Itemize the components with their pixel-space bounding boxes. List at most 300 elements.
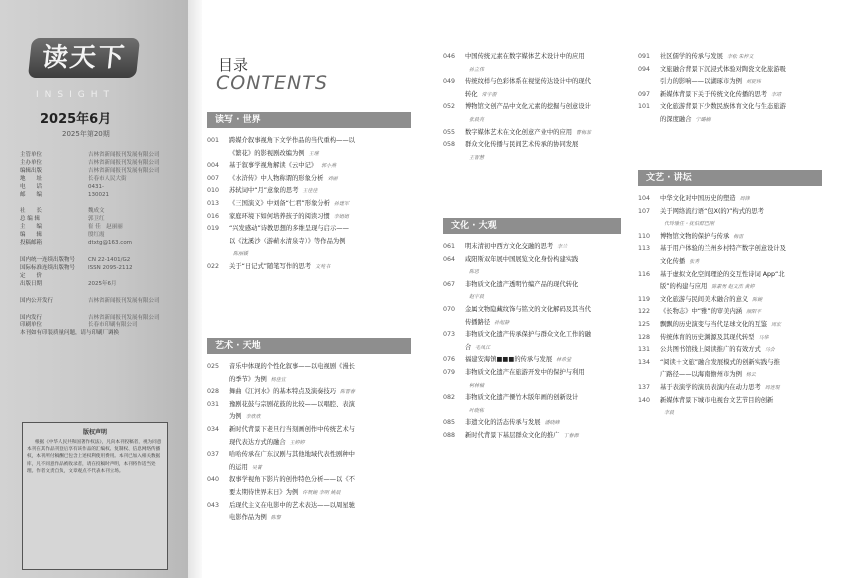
meta-key: 定 价 bbox=[20, 272, 43, 279]
toc-title: 目录 bbox=[218, 56, 249, 74]
article-author: 许賀婉 李明 姚晨 bbox=[302, 490, 341, 496]
article-title: 家庭环境下如何培养孩子的阅读习惯 李娟娟 bbox=[229, 212, 349, 220]
meta-value: CN 22-1401/G2 bbox=[88, 256, 131, 263]
meta-gap bbox=[20, 306, 180, 315]
page-number: 122 bbox=[638, 308, 651, 316]
toc-entry[interactable] bbox=[443, 330, 621, 340]
page-number: 140 bbox=[638, 396, 651, 404]
meta-value: 长春市印刷有限公司 bbox=[88, 322, 138, 329]
page-number: 064 bbox=[443, 255, 456, 263]
page-number: 113 bbox=[638, 245, 651, 253]
article-title: 关于网络流行语“包X(的)”构式的思考 bbox=[660, 207, 764, 215]
toc-entry[interactable] bbox=[207, 199, 411, 209]
meta-key: 印刷单位 bbox=[20, 322, 43, 329]
meta-value: 魏成文 bbox=[88, 208, 105, 215]
meta-key: 地 址 bbox=[20, 175, 43, 182]
page-number: 061 bbox=[443, 243, 456, 250]
meta-key: 编辑出版 bbox=[20, 167, 43, 174]
toc-entry[interactable] bbox=[638, 52, 822, 62]
magazine-logo bbox=[30, 38, 138, 84]
article-author: 赵宇晨 bbox=[469, 294, 485, 301]
page-number: 131 bbox=[638, 346, 651, 354]
toc-entry[interactable] bbox=[638, 232, 822, 242]
page-number: 085 bbox=[443, 419, 456, 427]
article-title: 《三国演义》中刘备“仁君”形象分析 孙建军 bbox=[229, 200, 349, 207]
toc-entry[interactable] bbox=[443, 381, 621, 391]
meta-value bbox=[88, 330, 180, 338]
notice-title: 版权声明 bbox=[82, 429, 107, 436]
toc-entry[interactable] bbox=[207, 161, 411, 171]
toc-entry[interactable] bbox=[443, 102, 621, 112]
toc-entry[interactable] bbox=[638, 408, 822, 418]
article-title: 基于用户体验的兰州乡村特产数字创意设计及 bbox=[660, 245, 786, 253]
toc-entry[interactable] bbox=[638, 307, 822, 317]
meta-value: 吉林省新闻报刊发展有限公司 bbox=[88, 167, 160, 174]
meta-value: 0431- bbox=[88, 183, 104, 190]
page-number: 116 bbox=[638, 270, 651, 278]
toc-entry[interactable] bbox=[207, 136, 411, 146]
page-number: 007 bbox=[207, 174, 220, 182]
article-title: 飘飘的历史演变与当代足球文化的互鉴 周宏 bbox=[660, 321, 782, 328]
toc-entry[interactable] bbox=[443, 52, 621, 62]
article-author: 王婷婷 bbox=[289, 439, 305, 446]
toc-entry[interactable] bbox=[638, 333, 822, 343]
article-title: 合 毛凤江 bbox=[465, 343, 491, 351]
article-author: 宁璐楠 bbox=[695, 117, 711, 123]
article-title: 新时代背景下老旦行当刻画创作中传统艺术与 bbox=[229, 426, 355, 433]
meta-row bbox=[20, 265, 180, 273]
meta-key: 邮 编 bbox=[20, 191, 43, 198]
toc-entry[interactable] bbox=[207, 400, 411, 410]
article-title bbox=[465, 406, 484, 416]
article-title: 社区儒学的传承与发展 李松 朱梓文 bbox=[660, 53, 754, 60]
page-number: 055 bbox=[443, 128, 456, 136]
page-number: 049 bbox=[443, 78, 456, 86]
article-author: 陈黎 bbox=[270, 515, 281, 522]
article-title: 中国传统元素在数字媒体艺术设计中的应用 bbox=[465, 53, 585, 60]
page-number: 046 bbox=[443, 53, 456, 60]
article-author: 孙旭静 bbox=[494, 319, 510, 326]
toc-entry[interactable] bbox=[443, 115, 621, 125]
article-title: 非物质文化遗产在旅游开发中的保护与利用 bbox=[465, 369, 585, 376]
page-number: 094 bbox=[638, 65, 651, 73]
article-title: 为例 李欣欣 bbox=[229, 413, 261, 421]
meta-value: 殷红霞 bbox=[88, 232, 105, 239]
toc-entry[interactable] bbox=[638, 207, 822, 217]
toc-entry[interactable] bbox=[207, 387, 411, 397]
toc-entry[interactable] bbox=[443, 418, 621, 428]
toc-entry[interactable] bbox=[443, 255, 621, 265]
meta-value: 2025年6月 bbox=[88, 280, 117, 287]
article-author: 周连琨 bbox=[764, 385, 780, 391]
article-author: 王智慧 bbox=[469, 154, 485, 161]
toc-entry[interactable] bbox=[638, 115, 822, 125]
article-title: 传播路径 孙旭静 bbox=[465, 318, 510, 326]
toc-entry[interactable] bbox=[207, 425, 411, 435]
toc-entry[interactable] bbox=[638, 194, 822, 204]
article-title: 转化 常宇游 bbox=[465, 90, 497, 98]
meta-key: 出版日期 bbox=[20, 280, 43, 287]
article-author: 陈晋春 bbox=[340, 389, 356, 396]
article-author: 李兰 bbox=[557, 244, 568, 250]
section-header: 文化 · 大观 bbox=[443, 218, 621, 234]
toc-entry[interactable] bbox=[443, 292, 621, 302]
toc-entry[interactable] bbox=[638, 358, 822, 368]
section-header: 读写 · 世界 bbox=[207, 112, 411, 128]
meta-key: 国内公开发行 bbox=[20, 297, 54, 304]
article-title: 舞曲《江河水》的基本特点及演奏技巧 陈晋春 bbox=[229, 388, 356, 396]
toc-entry[interactable] bbox=[638, 383, 822, 393]
copyright-notice bbox=[22, 422, 168, 570]
page-number: 082 bbox=[443, 394, 456, 402]
article-author: 颜阳平 bbox=[746, 309, 762, 316]
meta-value: 崔 佳 赵丽丽 bbox=[88, 224, 123, 231]
article-author: 梅雷 bbox=[733, 233, 744, 240]
article-title: 非物质文化遗产透明竹编产品的现代转化 bbox=[465, 280, 579, 288]
toc-entry[interactable] bbox=[443, 267, 621, 277]
meta-row bbox=[20, 330, 180, 338]
toc-entry[interactable] bbox=[207, 224, 411, 234]
article-author: 李晨 bbox=[664, 410, 675, 417]
page-number: 110 bbox=[638, 232, 651, 240]
toc-entry[interactable] bbox=[443, 355, 621, 365]
article-author: 代玲瑜任・抚伯群巴刚 bbox=[664, 221, 715, 228]
page-number: 070 bbox=[443, 306, 456, 313]
article-title bbox=[465, 381, 484, 391]
page-number: 052 bbox=[443, 103, 456, 111]
toc-entry[interactable] bbox=[638, 77, 822, 87]
toc-entry[interactable] bbox=[207, 513, 411, 523]
meta-key: 国内发行 bbox=[20, 314, 43, 321]
toc-entry[interactable] bbox=[207, 174, 411, 184]
page-number: 034 bbox=[207, 426, 220, 433]
article-author: 周锋 bbox=[739, 196, 750, 202]
article-title bbox=[465, 267, 479, 277]
article-title: 的季节》为例 杨佳宜 bbox=[229, 375, 286, 383]
page-number: 016 bbox=[207, 212, 220, 220]
toc-entry[interactable] bbox=[207, 262, 411, 272]
page-number: 040 bbox=[207, 476, 220, 484]
article-author: 李欣欣 bbox=[245, 414, 261, 421]
meta-row bbox=[20, 273, 180, 281]
article-author: 孙立伟 bbox=[469, 66, 485, 73]
article-title: 哈哈传承在广东汉剧与其他地域代表性剧种中 bbox=[229, 451, 355, 459]
article-author: 陈素男 赵文浩 黄婷 bbox=[711, 284, 755, 291]
toc-entry[interactable] bbox=[443, 343, 621, 353]
article-title: 文化传播 张秀 bbox=[660, 258, 700, 265]
article-title: “兴发感动”诗教思想的多维呈现与启示—— bbox=[229, 225, 349, 233]
article-author: 毛凤江 bbox=[475, 344, 491, 351]
toc-entry[interactable] bbox=[443, 431, 621, 441]
logo-subtitle: INSIGHT bbox=[36, 90, 115, 100]
article-title: 后现代主义在电影中的艺术表达——以周星驰 bbox=[229, 501, 355, 509]
toc-entry[interactable] bbox=[207, 186, 411, 196]
toc-entry[interactable] bbox=[207, 212, 411, 222]
page-number: 019 bbox=[207, 225, 220, 233]
toc-entry[interactable] bbox=[443, 153, 621, 163]
page-number: 022 bbox=[207, 263, 220, 270]
meta-key: 本刊如有印装质量问题，请与印刷厂调换 bbox=[20, 330, 120, 337]
article-title: 明末清初中西方文化交融的思考 李兰 bbox=[465, 243, 568, 250]
page-number: 097 bbox=[638, 90, 651, 98]
meta-key: 国际标准连续出版物号 bbox=[20, 264, 76, 271]
article-title: 电影作品为例 陈黎 bbox=[229, 514, 281, 522]
article-title: 叙事学视角下影片的创作特色分析——以《不 bbox=[229, 476, 355, 484]
toc-entry[interactable] bbox=[638, 65, 822, 75]
article-author: 丁春源 bbox=[563, 433, 579, 439]
page-number: 104 bbox=[638, 195, 651, 202]
article-title: 音乐中体现的个性化叙事——以电视剧《漫长 bbox=[229, 363, 355, 370]
article-author: 杨云 bbox=[745, 372, 756, 379]
article-title: 《水浒传》中人物称谓的形象分析 刘丽 bbox=[229, 174, 338, 182]
toc-entry[interactable] bbox=[207, 412, 411, 422]
article-title: 基于虚拟文化空间理论的交互性诗词 App“北 bbox=[660, 270, 785, 278]
toc-entry[interactable] bbox=[443, 406, 621, 416]
logo-badge: 读天下 bbox=[28, 38, 140, 78]
meta-row bbox=[20, 168, 180, 176]
meta-row bbox=[20, 176, 180, 184]
meta-row bbox=[20, 257, 180, 265]
article-title: 非遗文化的活态传承与发展 潘晓峰 bbox=[465, 419, 560, 427]
toc-entry[interactable] bbox=[638, 270, 822, 280]
toc-entry[interactable] bbox=[207, 249, 411, 259]
page-number: 125 bbox=[638, 321, 651, 328]
cover-sidebar bbox=[0, 0, 188, 578]
page-number: 076 bbox=[443, 356, 456, 364]
article-title: 以《沈溪沙（游蕲水清泉寺）》等作品为例 bbox=[229, 237, 346, 245]
article-title: 《长物志》中“雅”的审美内涵 颜阳平 bbox=[660, 308, 762, 316]
article-author: 吴菁 bbox=[251, 464, 262, 471]
page-number: 073 bbox=[443, 331, 456, 339]
article-author: 李娟娟 bbox=[333, 213, 349, 220]
toc-entry[interactable] bbox=[638, 219, 822, 229]
toc-entry[interactable] bbox=[638, 257, 822, 267]
article-title: 群众文化传播与民间艺术传承的协同发展 bbox=[465, 141, 579, 149]
meta-key: 主管单位 bbox=[20, 152, 43, 158]
toc-entry[interactable] bbox=[443, 128, 621, 138]
section-header: 文艺 · 讲坛 bbox=[638, 170, 822, 186]
article-title: 基于表演学的演员表演内在动力思考 周连琨 bbox=[660, 384, 780, 391]
toc-entry[interactable] bbox=[207, 488, 411, 498]
article-title: 数字媒体艺术在文化创意产业中的应用 曹梅菲 bbox=[465, 128, 592, 136]
page-number: 107 bbox=[638, 207, 651, 215]
toc-entry[interactable] bbox=[638, 295, 822, 305]
article-title: 福建安海镇■■■的传承与发展 林希莹 bbox=[465, 356, 572, 364]
meta-key: 投稿邮箱 bbox=[20, 240, 43, 247]
toc-entry[interactable] bbox=[443, 65, 621, 75]
toc-entry[interactable] bbox=[443, 77, 621, 87]
meta-value bbox=[88, 273, 180, 281]
meta-row bbox=[20, 224, 180, 232]
issue-date: 2025年6月 bbox=[40, 112, 112, 127]
article-title: 中华文化对中国历史的塑造 周锋 bbox=[660, 195, 750, 202]
meta-row bbox=[20, 232, 180, 240]
article-title: 现代表达方式的融合 王婷婷 bbox=[229, 438, 305, 446]
meta-key: 国内统一连续出版物号 bbox=[20, 256, 76, 263]
page-number: 058 bbox=[443, 141, 456, 149]
meta-key: 主办单位 bbox=[20, 159, 43, 166]
article-title bbox=[465, 153, 484, 163]
page-number: 031 bbox=[207, 400, 220, 408]
article-author: 郭小燕 bbox=[321, 163, 337, 170]
article-title: 新媒体背景下关于传统文化传播的思考 李靖 bbox=[660, 90, 782, 98]
article-author: 陈思 bbox=[469, 269, 480, 276]
article-title bbox=[465, 65, 484, 75]
article-title: 关于“日记式”随笔写作的思考 文苑书 bbox=[229, 263, 331, 270]
meta-row bbox=[20, 298, 180, 306]
article-author: 潘晓峰 bbox=[544, 420, 560, 427]
toc-entry[interactable] bbox=[207, 501, 411, 511]
page-number: 091 bbox=[638, 53, 651, 60]
article-title: 版”的构建与应用 陈素男 赵文浩 黄婷 bbox=[660, 283, 755, 291]
toc-entry[interactable] bbox=[638, 244, 822, 254]
article-author: 常宇游 bbox=[481, 91, 497, 98]
toc-entry[interactable] bbox=[207, 450, 411, 460]
meta-key: 总 编 辑 bbox=[20, 216, 40, 223]
toc-entry[interactable] bbox=[207, 463, 411, 473]
page-number: 088 bbox=[443, 432, 456, 439]
toc-entry[interactable] bbox=[638, 370, 822, 380]
toc-entry[interactable] bbox=[207, 475, 411, 485]
toc-entry[interactable] bbox=[638, 396, 822, 406]
toc-entry[interactable] bbox=[638, 345, 822, 355]
article-author: 马会 bbox=[764, 347, 775, 354]
article-title: 公共图书馆线上阅读推广的有效方式 马会 bbox=[660, 346, 775, 354]
toc-entry[interactable] bbox=[638, 102, 822, 112]
toc-entry[interactable] bbox=[207, 237, 411, 247]
article-author: 叶晓栋 bbox=[469, 407, 485, 414]
article-title: 金属文物隐藏纹饰与铭文的文化解码及其当代 bbox=[465, 306, 591, 313]
toc-entry[interactable] bbox=[443, 140, 621, 150]
article-title bbox=[229, 249, 248, 259]
meta-row bbox=[20, 192, 180, 200]
article-title: 文化旅游与民间美术融合的意义 陈婉 bbox=[660, 295, 763, 303]
article-author: 杨佳宜 bbox=[270, 376, 286, 383]
meta-row bbox=[20, 184, 180, 192]
article-title bbox=[465, 292, 484, 302]
article-title: 文化旅游背景下少数民族体育文化与生态旅游 bbox=[660, 103, 786, 111]
article-author: 文苑书 bbox=[315, 264, 331, 270]
toc-entry[interactable] bbox=[207, 375, 411, 385]
toc-entry[interactable] bbox=[443, 393, 621, 403]
meta-value: 吉林省新闻报刊发展有限公司 bbox=[88, 314, 160, 321]
article-author: 孙建军 bbox=[333, 201, 349, 207]
toc-entry[interactable] bbox=[443, 90, 621, 100]
article-title: 非物质文化遗产传承保护与群众文化工作的融 bbox=[465, 331, 591, 339]
article-title: 新时代背景下基层群众文化的推广 丁春源 bbox=[465, 432, 579, 439]
article-author: 陈婉 bbox=[752, 296, 763, 303]
page-number: 025 bbox=[207, 363, 220, 370]
article-title: 传统体育的历史渊源及其现代转型 马华 bbox=[660, 333, 769, 341]
meta-value: 130021 bbox=[88, 191, 109, 198]
article-title bbox=[660, 219, 714, 229]
article-title: 新媒体背景下城市电视台文艺节目的创新 bbox=[660, 396, 774, 404]
toc-entry[interactable] bbox=[638, 90, 822, 100]
toc-entry[interactable] bbox=[443, 242, 621, 252]
toc-entry[interactable] bbox=[443, 318, 621, 328]
meta-gap bbox=[20, 289, 180, 298]
meta-gap bbox=[20, 248, 180, 257]
article-author: 曹梅菲 bbox=[576, 129, 592, 136]
toc-entry[interactable] bbox=[638, 320, 822, 330]
article-author: 林希莹 bbox=[556, 357, 572, 364]
page-number: 010 bbox=[207, 187, 220, 195]
page-number: 101 bbox=[638, 103, 651, 111]
meta-value: 吉林省新闻报刊发展有限公司 bbox=[88, 159, 160, 166]
article-author: 刘夏炜 bbox=[745, 79, 761, 86]
meta-key: 编 辑 bbox=[20, 232, 43, 239]
page-fold bbox=[188, 0, 202, 578]
masthead-info bbox=[20, 152, 180, 338]
article-author: 刘丽 bbox=[327, 175, 338, 182]
article-author: 李松 朱梓文 bbox=[726, 54, 754, 60]
page-number: 134 bbox=[638, 358, 651, 366]
article-title: 豫剧花鼓与宗剧花鼓的比较——以唱腔、表演 bbox=[229, 400, 355, 408]
article-title: 基于叙事学视角解读《云中记》 郭小燕 bbox=[229, 162, 337, 170]
toc-entry[interactable] bbox=[443, 368, 621, 378]
meta-value: 长春市人民大街 bbox=[88, 175, 127, 182]
page-number: 037 bbox=[207, 451, 220, 459]
page-number: 119 bbox=[638, 295, 651, 303]
toc-entry[interactable] bbox=[443, 305, 621, 315]
meta-key: 主 编 bbox=[20, 224, 43, 231]
article-title bbox=[660, 408, 674, 418]
article-title: 的深度融合 宁璐楠 bbox=[660, 116, 711, 123]
article-title: 广路径——以海南儋州市为例 杨云 bbox=[660, 371, 756, 379]
article-author: 柯林楠 bbox=[469, 382, 485, 389]
toc-title-en: CONTENTS bbox=[216, 72, 328, 94]
meta-value: ISSN 2095-2112 bbox=[88, 264, 133, 271]
article-title bbox=[465, 115, 484, 125]
page-number: 028 bbox=[207, 388, 220, 396]
page-number: 001 bbox=[207, 137, 220, 144]
issue-number: 2025年第20期 bbox=[62, 130, 110, 138]
page-number: 067 bbox=[443, 280, 456, 288]
article-title: 引力的影响——以湖琢市为例 刘夏炜 bbox=[660, 78, 761, 86]
page-number: 013 bbox=[207, 200, 220, 207]
article-title: 博物馆文物的保护与传承 梅雷 bbox=[660, 232, 744, 240]
page-number: 079 bbox=[443, 369, 456, 376]
article-title: 文旅融合背景下沉浸式体验对陶瓷文化旅游吸 bbox=[660, 65, 786, 73]
toc-entry[interactable] bbox=[638, 282, 822, 292]
meta-value: 吉林省新闻报刊发展有限公司 bbox=[88, 152, 160, 158]
meta-row bbox=[20, 160, 180, 168]
toc-entry[interactable] bbox=[443, 280, 621, 290]
meta-row bbox=[20, 281, 180, 289]
toc-entry[interactable] bbox=[207, 362, 411, 372]
meta-key: 电 话 bbox=[20, 183, 43, 190]
article-title: 咸阳斯双年展中国展览文化身份构建实践 bbox=[465, 255, 579, 263]
article-author: 陈丽媛 bbox=[233, 251, 249, 258]
meta-row bbox=[20, 152, 180, 160]
article-title: 传统纹样与色彩体系在视觉传达设计中的现代 bbox=[465, 78, 591, 86]
article-title: “阅读＋文旅”融合发展模式的创新实践与推 bbox=[660, 358, 780, 366]
article-title: 要太期待世界末日》为例 许賀婉 李明 姚晨 bbox=[229, 489, 341, 496]
meta-row bbox=[20, 240, 180, 248]
article-title: 跨媒介叙事视角下文学作品的当代重构——以 bbox=[229, 137, 355, 144]
toc-entry[interactable] bbox=[207, 438, 411, 448]
article-author: 王瑾 bbox=[308, 150, 319, 157]
article-author: 张晨亮 bbox=[469, 117, 485, 123]
article-author: 李靖 bbox=[771, 91, 782, 98]
article-author: 张秀 bbox=[689, 259, 700, 265]
page-number: 004 bbox=[207, 162, 220, 170]
article-author: 周宏 bbox=[771, 322, 782, 328]
toc-entry[interactable] bbox=[207, 149, 411, 159]
article-author: 马华 bbox=[758, 334, 769, 341]
meta-key: 社 长 bbox=[20, 208, 43, 215]
notice-body: 根据《中华人民共和国著作权法》，凡向本刊投稿者，视为同意本刊在其作品刊登后享有该作品的汇编权、复制权、信息网络传播权，本刊所付稿酬已包含上述权利使用费用。本刊已加入相关数据库，凡不同意作品被收录者，请在投稿时声明，本刊将作适当处理。作者文责自负，文章观点不代表本刊立场。 bbox=[27, 440, 162, 474]
